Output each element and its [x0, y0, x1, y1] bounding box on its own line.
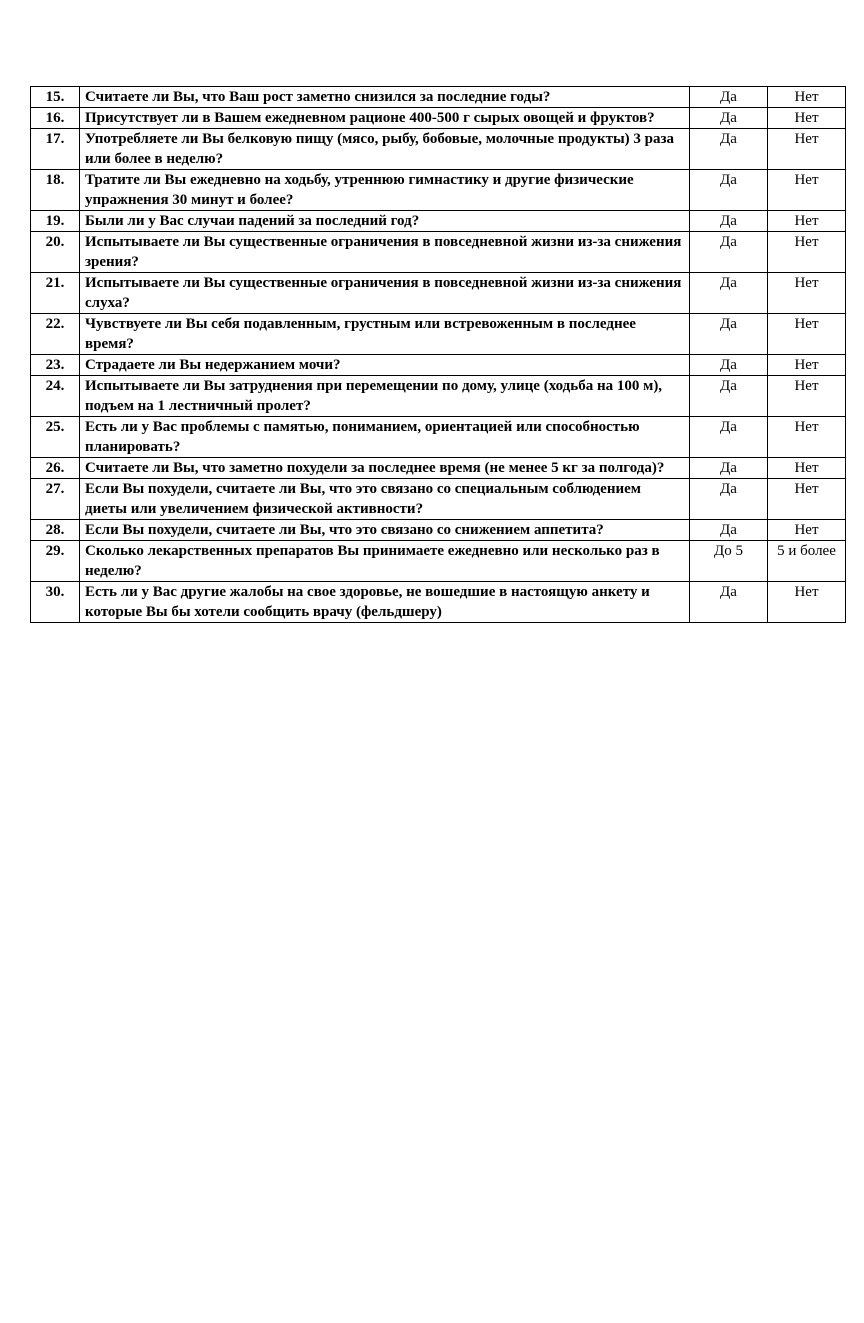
questionnaire-table: [30, 86, 846, 623]
answer-option-1: До 5: [690, 541, 768, 582]
question-text: Страдаете ли Вы недержанием мочи?: [80, 355, 690, 376]
question-number: 30.: [31, 582, 80, 623]
table-row: [31, 376, 846, 417]
table-row: [31, 87, 846, 108]
question-number: 22.: [31, 314, 80, 355]
answer-option-2: Нет: [768, 273, 846, 314]
answer-option-2: Нет: [768, 170, 846, 211]
question-number: 21.: [31, 273, 80, 314]
answer-option-2: Нет: [768, 458, 846, 479]
question-number: 20.: [31, 232, 80, 273]
answer-option-1: Да: [690, 273, 768, 314]
table-row: [31, 108, 846, 129]
question-number: 18.: [31, 170, 80, 211]
answer-option-2: Нет: [768, 376, 846, 417]
answer-option-2: Нет: [768, 211, 846, 232]
answer-option-1: Да: [690, 129, 768, 170]
answer-option-2: Нет: [768, 355, 846, 376]
answer-option-1: Да: [690, 211, 768, 232]
question-text: Есть ли у Вас другие жалобы на свое здоровье, не вошедшие в настоящую анкету и которые Вы бы хотели сообщить врачу (фельдшеру): [80, 582, 690, 623]
question-number: 19.: [31, 211, 80, 232]
question-text: Тратите ли Вы ежедневно на ходьбу, утреннюю гимнастику и другие физические упражнения 30 минут и более?: [80, 170, 690, 211]
question-number: 28.: [31, 520, 80, 541]
answer-option-2: Нет: [768, 520, 846, 541]
answer-option-1: Да: [690, 376, 768, 417]
question-text: Испытываете ли Вы существенные ограничения в повседневной жизни из-за снижения зрения?: [80, 232, 690, 273]
question-text: Употребляете ли Вы белковую пищу (мясо, рыбу, бобовые, молочные продукты) 3 раза или более в неделю?: [80, 129, 690, 170]
table-row: [31, 211, 846, 232]
question-text: Если Вы похудели, считаете ли Вы, что это связано со снижением аппетита?: [80, 520, 690, 541]
answer-option-1: Да: [690, 108, 768, 129]
answer-option-2: Нет: [768, 314, 846, 355]
table-row: [31, 170, 846, 211]
question-text: Если Вы похудели, считаете ли Вы, что это связано со специальным соблюдением диеты или увеличением физической активности?: [80, 479, 690, 520]
question-text: Испытываете ли Вы затруднения при перемещении по дому, улице (ходьба на 100 м), подъем на 1 лестничный пролет?: [80, 376, 690, 417]
answer-option-2: Нет: [768, 129, 846, 170]
table-row: [31, 129, 846, 170]
answer-option-1: Да: [690, 232, 768, 273]
question-text: Испытываете ли Вы существенные ограничения в повседневной жизни из-за снижения слуха?: [80, 273, 690, 314]
table-row: [31, 232, 846, 273]
question-text: Были ли у Вас случаи падений за последний год?: [80, 211, 690, 232]
table-row: [31, 541, 846, 582]
answer-option-2: 5 и более: [768, 541, 846, 582]
question-number: 25.: [31, 417, 80, 458]
answer-option-1: Да: [690, 170, 768, 211]
answer-option-1: Да: [690, 479, 768, 520]
question-number: 15.: [31, 87, 80, 108]
document-page: [30, 86, 839, 623]
table-row: [31, 582, 846, 623]
answer-option-2: Нет: [768, 232, 846, 273]
question-number: 29.: [31, 541, 80, 582]
answer-option-2: Нет: [768, 417, 846, 458]
answer-option-2: Нет: [768, 479, 846, 520]
answer-option-1: Да: [690, 520, 768, 541]
question-text: Присутствует ли в Вашем ежедневном рационе 400-500 г сырых овощей и фруктов?: [80, 108, 690, 129]
question-text: Есть ли у Вас проблемы с памятью, пониманием, ориентацией или способностью планировать?: [80, 417, 690, 458]
answer-option-1: Да: [690, 87, 768, 108]
question-text: Сколько лекарственных препаратов Вы принимаете ежедневно или несколько раз в неделю?: [80, 541, 690, 582]
question-number: 16.: [31, 108, 80, 129]
question-number: 26.: [31, 458, 80, 479]
question-number: 23.: [31, 355, 80, 376]
answer-option-1: Да: [690, 458, 768, 479]
question-text: Считаете ли Вы, что Ваш рост заметно снизился за последние годы?: [80, 87, 690, 108]
question-number: 17.: [31, 129, 80, 170]
answer-option-1: Да: [690, 417, 768, 458]
answer-option-2: Нет: [768, 87, 846, 108]
table-row: [31, 417, 846, 458]
question-number: 27.: [31, 479, 80, 520]
table-row: [31, 314, 846, 355]
answer-option-1: Да: [690, 355, 768, 376]
table-row: [31, 479, 846, 520]
questionnaire-body: [31, 87, 846, 623]
table-row: [31, 458, 846, 479]
answer-option-1: Да: [690, 314, 768, 355]
answer-option-1: Да: [690, 582, 768, 623]
table-row: [31, 273, 846, 314]
table-row: [31, 355, 846, 376]
answer-option-2: Нет: [768, 108, 846, 129]
question-text: Считаете ли Вы, что заметно похудели за последнее время (не менее 5 кг за полгода)?: [80, 458, 690, 479]
answer-option-2: Нет: [768, 582, 846, 623]
question-number: 24.: [31, 376, 80, 417]
question-text: Чувствуете ли Вы себя подавленным, грустным или встревоженным в последнее время?: [80, 314, 690, 355]
table-row: [31, 520, 846, 541]
